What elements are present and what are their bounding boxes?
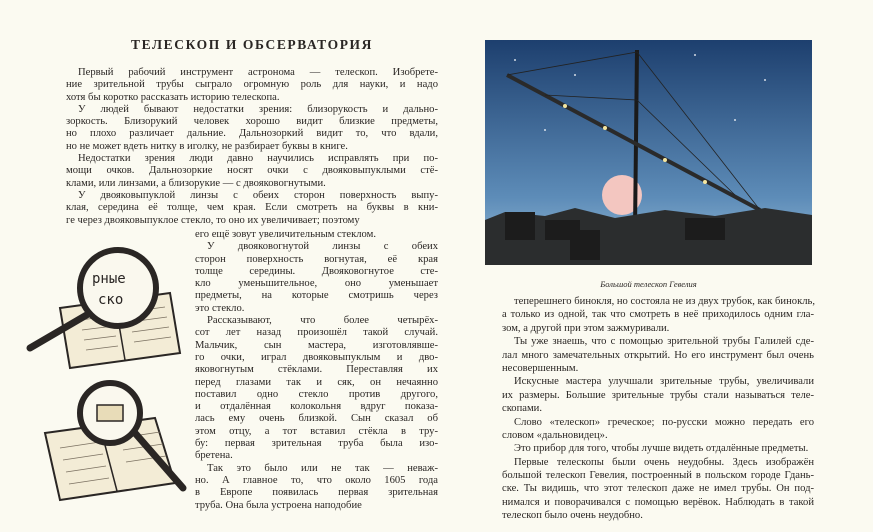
page-title: ТЕЛЕСКОП И ОБСЕРВАТОРИЯ: [130, 37, 374, 52]
text-line: бу: первая зрительная труба была изо-: [195, 438, 438, 450]
text-line: Первые телескопы были очень неудобны. Здесь изображён: [514, 456, 814, 468]
text-line: ске. Ты видишь, что этот телескоп даже не имел трубы. Он под-: [502, 483, 814, 495]
text-line: словом «дальновидец».: [502, 429, 608, 441]
text-line: его ещё зовут увеличительным стеклом.: [195, 229, 376, 240]
left-text-full: [66, 67, 438, 227]
text-line: а только из одной, так что смотреть в неё приходилось одним гла-: [502, 309, 814, 321]
text-line: Искусные мастера улучшали зрительные трубы, увеличивали: [514, 376, 814, 388]
text-line: сот лет назад произошёл такой случай.: [195, 327, 438, 339]
text-line: хотя бы коротко рассказать историю телескопа.: [66, 91, 280, 103]
text-line: ге через двояковыпуклое стекло, то оно их увеличивает; поэтому: [66, 214, 360, 226]
text-line: яковогнутым стёклами. Переставляя их: [195, 364, 438, 376]
left-text-narrow: [195, 229, 438, 512]
text-line: Недостатки зрения люди давно научились исправлять при по-: [78, 153, 438, 165]
text-line: их размеры. Большие зрительные трубы стали называться теле-: [502, 389, 814, 401]
text-line: лал много замечательных открытий. Но его инструмент был очень: [502, 349, 814, 361]
text-line: теперешнего бинокля, но состояла не из двух трубок, как бинокль,: [514, 296, 815, 307]
text-line: зоркость. Близорукий человек хорошо видит близкие предметы,: [66, 116, 438, 128]
text-line: лась ему очень близкой. Сын сказал об: [195, 413, 438, 425]
text-line: У двояковыпуклой линзы с обеих сторон поверхность выпу-: [78, 189, 438, 201]
text-line: кло уменьшительное, оно уменьшает: [195, 278, 438, 290]
text-line: зом, а другой при этом зажмуривали.: [502, 322, 670, 334]
magnifier-book-illustration-top: [20, 238, 190, 373]
text-line: Так это было или не так — неваж-: [207, 462, 438, 474]
text-line: предметы, на которые смотришь через: [195, 290, 438, 302]
text-line: большой телескоп Гевелия, построенный в польском городе Гдань-: [502, 470, 814, 482]
picture-caption: Большой телескоп Гевелия: [600, 279, 697, 289]
text-line: Это прибор для того, чтобы лучше видеть отдалённые предметы.: [514, 443, 809, 455]
hevelius-telescope-picture: [485, 40, 812, 265]
text-line: телескоп было очень неудобно.: [502, 510, 643, 522]
text-line: Первый рабочий инструмент астронома — телескоп. Изобрете-: [78, 67, 438, 78]
text-line: это стекло.: [195, 302, 245, 314]
text-line: клами, или линзами, а близорукие — с двояковогнутыми.: [66, 177, 326, 189]
svg-text:ско: ско: [98, 292, 124, 308]
text-line: ние зрительной трубы сыграло огромную роль для науки, и надо: [66, 79, 438, 91]
text-line: в Европе появилась первая зрительная: [195, 487, 438, 499]
text-line: Ты уже знаешь, что с помощью зрительной трубы Галилей сде-: [514, 336, 814, 348]
magnifier-book-illustration-bottom: [15, 378, 190, 508]
text-line: толще середины. Двояковогнутое сте-: [195, 265, 438, 277]
text-line: труба. Она была устроена наподобие: [195, 499, 362, 511]
right-text: [502, 295, 814, 523]
text-line: У двояковогнутой линзы с обеих: [207, 241, 438, 253]
text-line: бретена.: [195, 450, 233, 462]
text-line: Мальчик, сын мастера, изготовлявше-: [195, 339, 438, 351]
text-line: сторон поверхность вогнутая, её края: [195, 253, 438, 265]
text-line: Рассказывают, что более четырёх-: [207, 315, 438, 327]
text-line: несовершенным.: [502, 362, 579, 374]
text-line: но не может вдеть нитку в иголку, не разбирает буквы в книге.: [66, 140, 348, 152]
text-line: но. А главное то, что около 1605 года: [195, 474, 438, 486]
text-line: нимался и поворачивался с помощью верёвок. Наблюдать в такой: [502, 496, 814, 508]
svg-text:рные: рные: [92, 271, 126, 287]
text-line: мощи очков. Дальнозоркие носят очки с двояковыпуклыми стё-: [66, 165, 438, 177]
text-line: поставил одно стекло против другого,: [195, 388, 438, 400]
text-line: но плохо различает дальние. Дальнозоркий видит то, что вдали,: [66, 128, 438, 140]
text-line: Слово «телескоп» греческое; по-русски можно передать его: [514, 416, 814, 428]
text-line: скопами.: [502, 403, 543, 415]
text-line: перед глазами так и сяк, он нечаянно: [195, 376, 438, 388]
text-line: го очки, играл двояковыпуклым и дво-: [195, 351, 438, 363]
text-line: клая, середина её толще, чем края. Если смотреть на буквы в кни-: [66, 202, 438, 214]
text-line: и отдалённая колокольня вдруг показа-: [195, 401, 438, 413]
text-line: У людей бывают недостатки зрения: близорукость и дально-: [78, 103, 438, 115]
text-line: этом отцу, а тот вставил стёкла в тру-: [195, 425, 438, 437]
